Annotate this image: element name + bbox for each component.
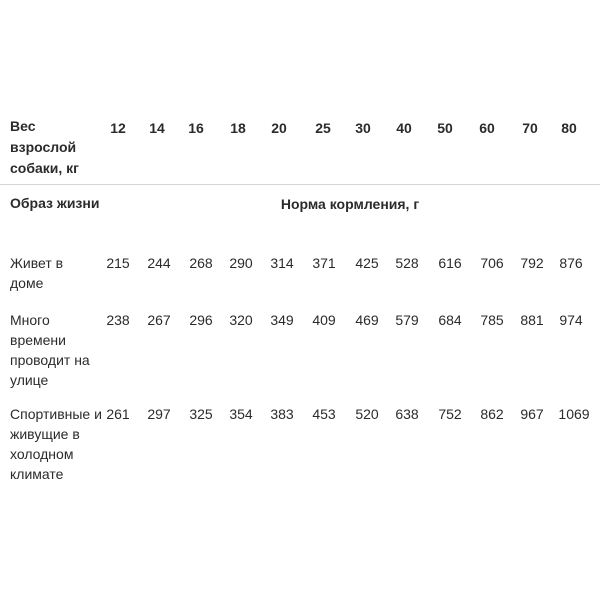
- value-cell: 267: [147, 312, 171, 328]
- weight-cell: 70: [522, 120, 538, 136]
- weight-cell: 25: [315, 120, 331, 136]
- value-cell: 314: [270, 255, 294, 271]
- weight-cell: 18: [230, 120, 246, 136]
- weight-column-header: Вес взрослой собаки, кг: [10, 118, 80, 176]
- value-cell: 349: [270, 312, 294, 328]
- value-cell: 967: [520, 406, 544, 422]
- value-cell: 881: [520, 312, 544, 328]
- weight-cell: 40: [396, 120, 412, 136]
- value-cell: 215: [106, 255, 130, 271]
- value-cell: 974: [559, 312, 583, 328]
- weight-cell: 14: [149, 120, 165, 136]
- header-divider: [0, 184, 600, 185]
- value-cell: 862: [480, 406, 504, 422]
- row-label: Живет в доме: [10, 255, 64, 291]
- row-label: Много времени проводит на улице: [10, 312, 90, 388]
- value-cell: 261: [106, 406, 130, 422]
- value-cell: 616: [438, 255, 462, 271]
- weight-cell: 12: [110, 120, 126, 136]
- value-cell: 453: [312, 406, 336, 422]
- value-cell: 320: [229, 312, 253, 328]
- norm-title: Норма кормления, г: [280, 196, 420, 212]
- value-cell: 1069: [558, 406, 590, 422]
- value-cell: 371: [312, 255, 336, 271]
- value-cell: 268: [189, 255, 213, 271]
- value-cell: 354: [229, 406, 253, 422]
- value-cell: 792: [520, 255, 544, 271]
- value-cell: 325: [189, 406, 213, 422]
- value-cell: 752: [438, 406, 462, 422]
- value-cell: 528: [395, 255, 419, 271]
- value-cell: 425: [355, 255, 379, 271]
- lifestyle-column-header: Образ жизни: [10, 195, 100, 211]
- value-cell: 383: [270, 406, 294, 422]
- weight-cell: 16: [188, 120, 204, 136]
- value-cell: 296: [189, 312, 213, 328]
- weight-cell: 50: [437, 120, 453, 136]
- weight-cell: 80: [561, 120, 577, 136]
- value-cell: 244: [147, 255, 171, 271]
- value-cell: 876: [559, 255, 583, 271]
- value-cell: 579: [395, 312, 419, 328]
- value-cell: 409: [312, 312, 336, 328]
- value-cell: 290: [229, 255, 253, 271]
- value-cell: 520: [355, 406, 379, 422]
- value-cell: 238: [106, 312, 130, 328]
- value-cell: 469: [355, 312, 379, 328]
- weight-cell: 60: [479, 120, 495, 136]
- weight-cell: 30: [355, 120, 371, 136]
- value-cell: 706: [480, 255, 504, 271]
- value-cell: 684: [438, 312, 462, 328]
- weight-cell: 20: [271, 120, 287, 136]
- row-label: Спортивные и живущие в холодном климате: [10, 406, 102, 482]
- value-cell: 638: [395, 406, 419, 422]
- value-cell: 785: [480, 312, 504, 328]
- value-cell: 297: [147, 406, 171, 422]
